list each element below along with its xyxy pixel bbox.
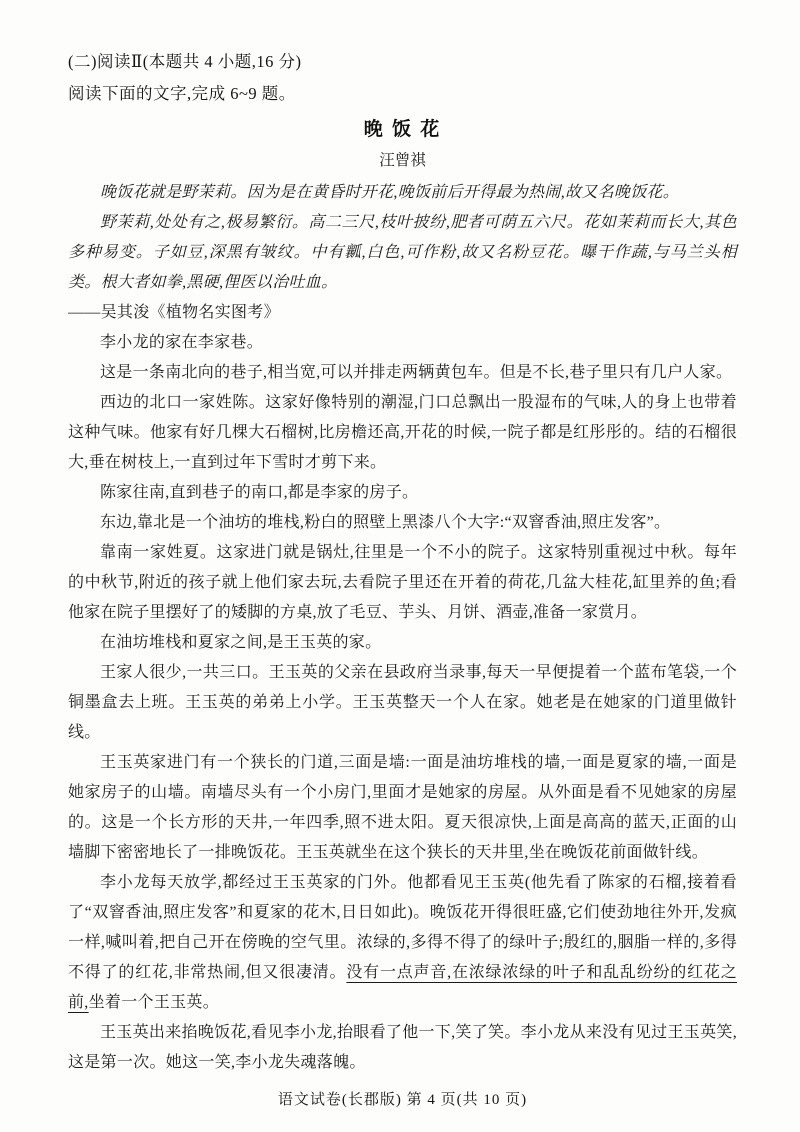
passage-body — [68, 328, 737, 1078]
passage-title: 晚 饭 花 — [363, 119, 442, 140]
story-paragraph: 东边,靠北是一个油坊的堆栈,粉白的照壁上黑漆八个大字:“双窨香油,照庄发客”。 — [100, 514, 671, 531]
highlight-after-text: 坐着一个王玉英。 — [88, 994, 220, 1011]
epigraph-paragraph: 晚饭花就是野茉莉。因为是在黄昏时开花,晚饭前后开得最为热闹,故又名晚饭花。 — [100, 184, 680, 201]
story-paragraph: 李小龙的家在李家巷。 — [100, 334, 264, 351]
story-paragraph: 西边的北口一家姓陈。这家好像特别的潮湿,门口总飘出一股湿布的气味,人的身上也带着这种气味。他家有好几棵大石榴树,比房檐还高,开花的时候,一院子都是红彤彤的。结的石榴很大,垂在树枝上,一直到过年下雪时才剪下来。 — [68, 394, 737, 471]
reading-instruction: 阅读下面的文字,完成 6~9 题。 — [68, 84, 296, 103]
epigraph — [68, 178, 737, 328]
story-paragraph: 陈家往南,直到巷子的南口,都是李家的房子。 — [100, 484, 419, 501]
page-footer: 语文试卷(长郡版) 第 4 页(共 10 页) — [277, 1092, 528, 1108]
passage-author: 汪曾祺 — [379, 152, 426, 169]
story-paragraph: 靠南一家姓夏。这家进门就是锅灶,往里是一个不小的院子。这家特别重视过中秋。每年的中秋节,附近的孩子就上他们家去玩,去看院子里还在开着的荷花,几盆大桂花,缸里养的鱼;看他家在院子里摆好了的矮脚的方桌,放了毛豆、芋头、月饼、酒壶,准备一家赏月。 — [68, 544, 737, 621]
story-paragraph-with-underline — [68, 868, 737, 1018]
highlight-before-text: 李小龙每天放学,都经过王玉英家的门外。他都看见王玉英(他先看了陈家的石榴,接着看了“双窨香油,照庄发客”和夏家的花木,日日如此)。晚饭花开得很旺盛,它们使劲地往外开,发疯一样,喊叫着,把自己开在傍晚的空气里。浓绿的,多得不得了的绿叶子;殷红的,胭脂一样的,多得不得了的红花,非常热闹,但又很凄清。 — [68, 874, 737, 981]
story-paragraph: 王家人很少,一共三口。王玉英的父亲在县政府当录事,每天一早便提着一个蓝布笔袋,一个铜墨盒去上班。王玉英的弟弟上小学。王玉英整天一个人在家。她老是在她家的门道里做针线。 — [68, 664, 737, 741]
section-header: (二)阅读Ⅱ(本题共 4 小题,16 分) — [68, 52, 302, 71]
epigraph-attribution: ——吴其浚《植物名实图考》 — [68, 304, 280, 321]
story-paragraph: 王玉英家进门有一个狭长的门道,三面是墙:一面是油坊堆栈的墙,一面是夏家的墙,一面是她家房子的山墙。南墙尽头有一个小房门,里面才是她家的房屋。从外面是看不见她家的房屋的。这是一个长方形的天井,一年四季,照不进太阳。夏天很凉快,上面是高高的蓝天,正面的山墙脚下密密地长了一排晚饭花。王玉英就坐在这个狭长的天井里,坐在晚饭花前面做针线。 — [68, 754, 737, 861]
story-paragraph: 王玉英出来掐晚饭花,看见李小龙,抬眼看了他一下,笑了笑。李小龙从来没有见过王玉英笑,这是第一次。她这一笑,李小龙失魂落魄。 — [68, 1024, 737, 1071]
epigraph-paragraph: 野茉莉,处处有之,极易繁衍。高二三尺,枝叶披纷,肥者可荫五六尺。花如茉莉而长大,其色多种易变。子如豆,深黑有皱纹。中有瓤,白色,可作粉,故又名粉豆花。曝干作蔬,与马兰头相类。根大者如拳,黑硬,俚医以治吐血。 — [68, 214, 737, 291]
underlined-sentence: 没有一点声音,在浓绿浓绿的叶子和乱乱纷纷的红花之前, — [68, 964, 737, 1011]
story-paragraph: 在油坊堆栈和夏家之间,是王玉英的家。 — [100, 634, 382, 651]
story-paragraph: 这是一条南北向的巷子,相当宽,可以并排走两辆黄包车。但是不长,巷子里只有几户人家。 — [100, 364, 733, 381]
